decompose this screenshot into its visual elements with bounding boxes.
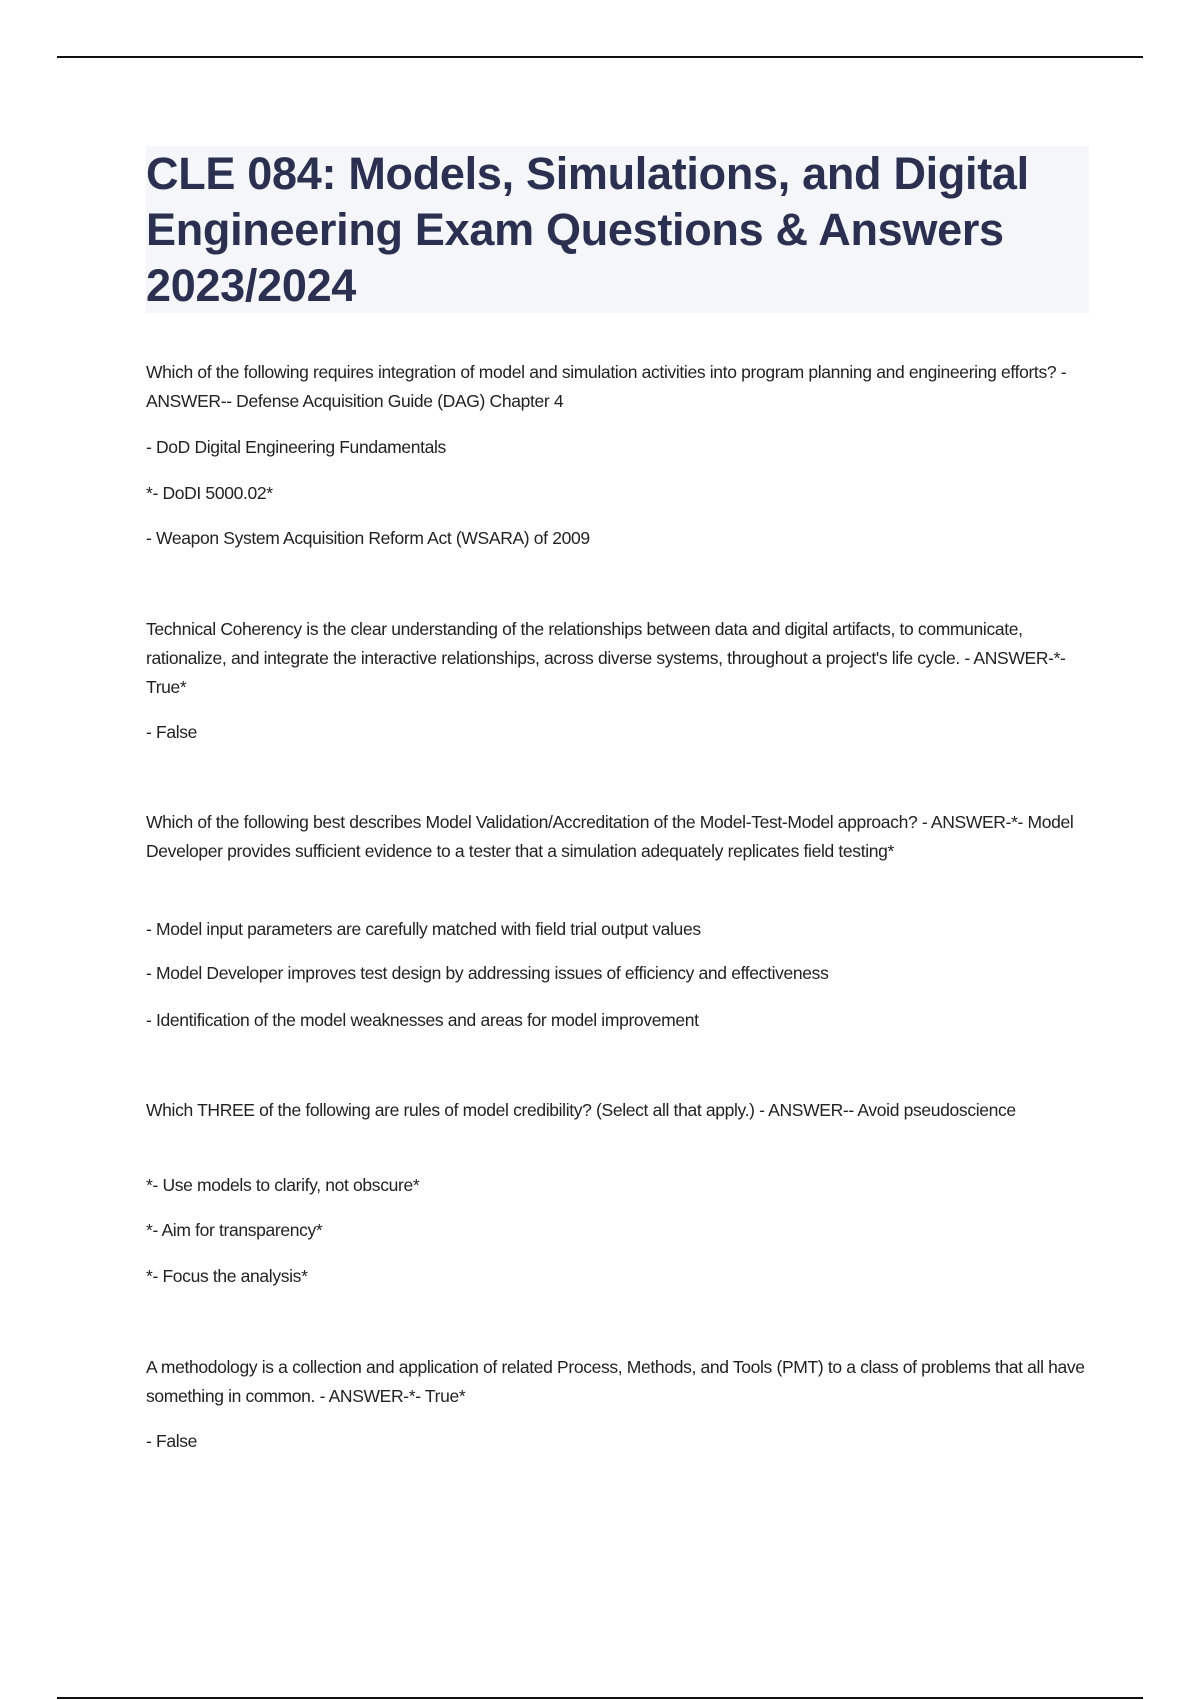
question-4: Which THREE of the following are rules of model credibility? (Select all that apply.) - ANSWER-- Avoid pseudoscience [146, 1100, 1016, 1120]
footer-rule [57, 1697, 1143, 1699]
option: - DoD Digital Engineering Fundamentals [146, 437, 446, 457]
option-correct: *- Aim for transparency* [146, 1220, 323, 1240]
option: - Weapon System Acquisition Reform Act (WSARA) of 2009 [146, 528, 590, 548]
question-2: Technical Coherency is the clear understanding of the relationships between data and digital artifacts, to communicate, rationalize, and integrate the interactive relationships, across diverse systems, throughout a project's life cycle. - ANSWER-*- True* [146, 619, 1066, 697]
option: - Identification of the model weaknesses and areas for model improvement [146, 1010, 699, 1030]
question-1: Which of the following requires integration of model and simulation activities into program planning and engineering efforts? - ANSWER-- Defense Acquisition Guide (DAG) Chapter 4 [146, 362, 1067, 411]
option: - Model input parameters are carefully matched with field trial output values [146, 919, 701, 939]
option-correct: *- Use models to clarify, not obscure* [146, 1175, 420, 1195]
title-box [146, 146, 1089, 313]
document-title: CLE 084: Models, Simulations, and Digital Engineering Exam Questions & Answers 2023/2024 [146, 148, 1029, 311]
question-3: Which of the following best describes Model Validation/Accreditation of the Model-Test-Model approach? - ANSWER-*- Model Developer provides sufficient evidence to a tester that a simulation adequately replicates field testing* [146, 812, 1074, 861]
option-correct: *- Focus the analysis* [146, 1266, 308, 1286]
option: - False [146, 722, 198, 742]
option-correct: *- DoDI 5000.02* [146, 483, 273, 503]
header-rule [57, 56, 1143, 58]
option: - False [146, 1431, 198, 1451]
question-5: A methodology is a collection and application of related Process, Methods, and Tools (PMT) to a class of problems that all have something in common. - ANSWER-*- True* [146, 1357, 1085, 1406]
option: - Model Developer improves test design by addressing issues of efficiency and effectiveness [146, 963, 829, 983]
